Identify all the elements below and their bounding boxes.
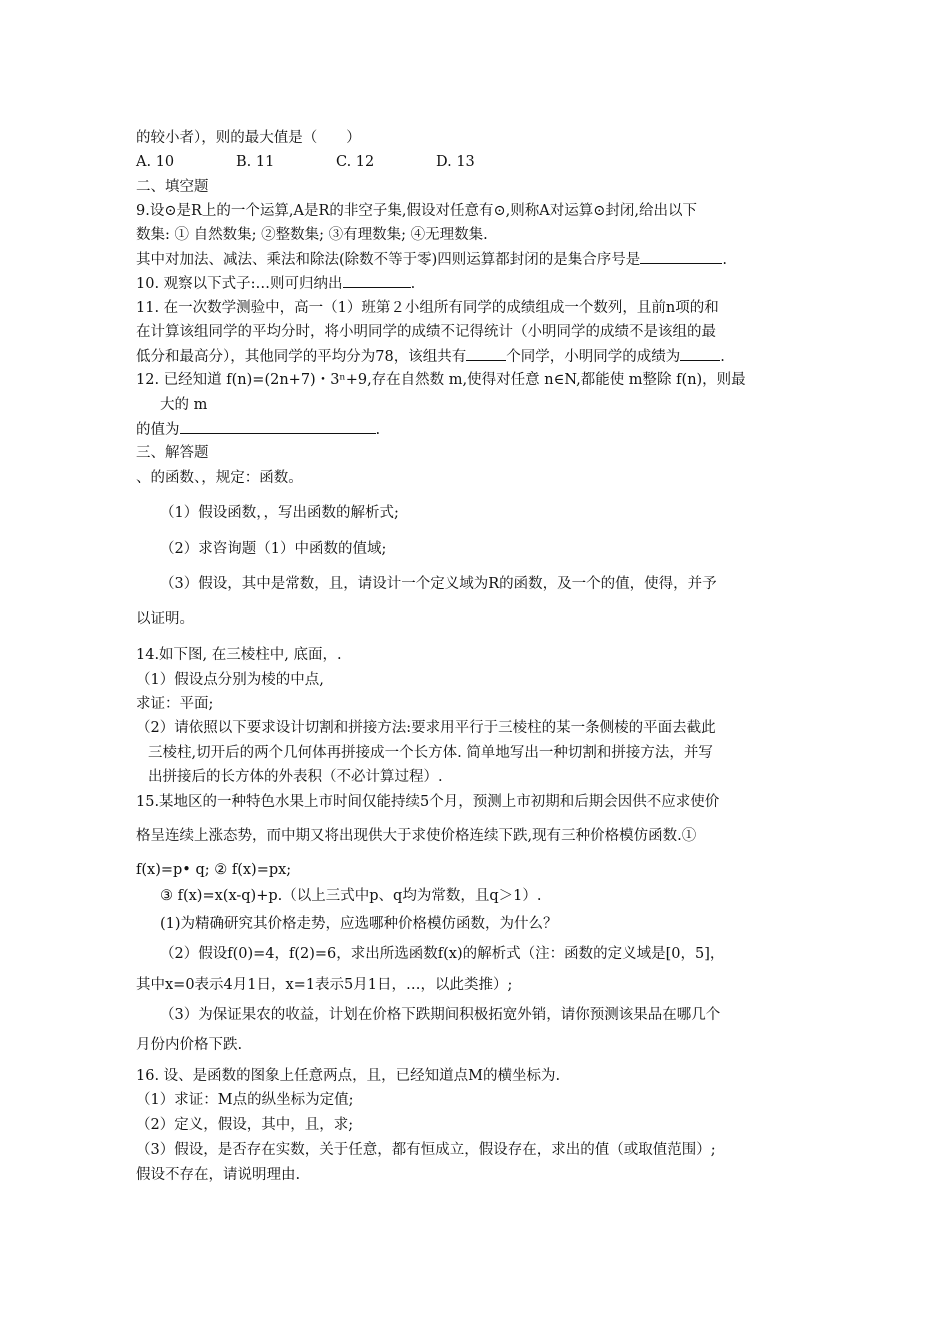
q16-part2: （2）定义，假设，其中，且，求; (136, 1117, 354, 1133)
q15-line1: 15.某地区的一种特色水果上市时间仅能持续5个月，预测上市初期和后期会因供不应求使价 (136, 794, 720, 810)
q8-tail: 的较小者），则的最大值是（ ） (136, 130, 361, 146)
q9-text: 其中对加法、减法、乘法和除法(除数不等于零)四则运算都封闭的是集合序号是 (136, 252, 641, 268)
q10-blank (343, 273, 411, 288)
q12-line2: 大的 m (160, 397, 208, 413)
q11-line3: 低分和最高分），其他同学的平均分为78，该组共有 个同学，小明同学的成绩为 . (136, 346, 725, 367)
q14-part1: （1）假设点分别为棱的中点, (136, 672, 324, 688)
choice-b: B. 11 (236, 154, 275, 170)
q9-line2: 数集: ① 自然数集; ②整数集; ③有理数集; ④无理数集. (136, 227, 488, 243)
q11-blank-1 (466, 346, 506, 361)
q13-part3-cont: 以证明。 (136, 611, 194, 627)
q15-line2: 格呈连续上涨态势，而中期又将出现供大于求使价格连续下跌,现有三种价格模仿函数.① (136, 828, 697, 844)
q10-text: 10. 观察以下式子:…则可归纳出 (136, 276, 343, 292)
choice-a: A. 10 (136, 154, 175, 170)
q11-line1: 11. 在一次数学测验中，高一（1）班第２小组所有同学的成绩组成一个数列，且前n项的和 (136, 300, 719, 316)
q15-part3-line2: 月份内价格下跌. (136, 1037, 243, 1053)
q9-blank (640, 249, 722, 264)
q16-part3-line2: 假设不存在，请说明理由. (136, 1167, 301, 1183)
q15-line4: ③ f(x)=x(x-q)+p.（以上三式中p、q均为常数，且q＞1）. (160, 888, 542, 904)
q11-line2: 在计算该组同学的平均分时，将小明同学的成绩不记得统计（小明同学的成绩不是该组的最 (136, 324, 716, 340)
q15-line3: f(x)=p• q; ② f(x)=px; (136, 862, 292, 878)
q12-blank (180, 419, 376, 434)
q11-text-b: 个同学，小明同学的成绩为 (506, 349, 681, 365)
q14-part2-line1: （2）请依照以下要求设计切割和拼接方法:要求用平行于三棱柱的某一条侧棱的平面去截此 (136, 720, 716, 736)
q15-part2-line2: 其中x=0表示4月1日，x=1表示5月1日，…，以此类推）; (136, 977, 513, 993)
q14-stem: 14.如下图, 在三棱柱中, 底面，. (136, 647, 342, 663)
q8-choices (136, 152, 536, 172)
choice-c: C. 12 (336, 154, 375, 170)
q16-part3-line1: （3）假设，是否存在实数，关于任意，都有恒成立，假设存在，求出的值（或取值范围）; (136, 1142, 716, 1158)
section-fill-in-title: 二、填空题 (136, 179, 209, 195)
q14-part1-proof: 求证：平面; (136, 696, 214, 712)
q16-part1: （1）求证：M点的纵坐标为定值; (136, 1092, 354, 1108)
q14-part2-line2: 三棱柱,切开后的两个几何体再拼接成一个长方体. 简单地写出一种切割和拼接方法，并写 (148, 745, 713, 761)
q12-text: 的值为 (136, 422, 180, 438)
choice-d: D. 13 (436, 154, 475, 170)
q16-stem: 16. 设、是函数的图象上任意两点，且，已经知道点M的横坐标为. (136, 1068, 561, 1084)
q15-part1: (1)为精确研究其价格走势，应选哪种价格模仿函数，为什么？ (160, 916, 558, 932)
q15-part3-line1: （3）为保证果农的收益，计划在价格下跌期间积极拓宽外销，请你预测该果品在哪几个 (160, 1007, 721, 1023)
section-answer-title: 三、解答题 (136, 445, 209, 461)
q13-part1: （1）假设函数，，写出函数的解析式; (160, 505, 399, 521)
q15-part2-line1: （2）假设f(0)=4，f(2)=6，求出所选函数f(x)的解析式（注：函数的定义域是[0，5]， (160, 946, 725, 962)
q9-line3: 其中对加法、减法、乘法和除法(除数不等于零)四则运算都封闭的是集合序号是 . (136, 249, 727, 270)
q10-line: 10. 观察以下式子:…则可归纳出 . (136, 273, 415, 294)
q11-text-a: 低分和最高分），其他同学的平均分为78，该组共有 (136, 349, 467, 365)
q13-part3: （3）假设，其中是常数，且，请设计一个定义域为R的函数，及一个的值，使得，并予 (160, 576, 717, 592)
q12-line3: 的值为 . (136, 419, 380, 440)
q11-blank-2 (680, 346, 720, 361)
q14-part2-line3: 出拼接后的长方体的外表积（不必计算过程）. (148, 769, 443, 785)
q9-line1: 9.设⊙是R上的一个运算,A是R的非空子集,假设对任意有⊙,则称A对运算⊙封闭,给出以下 (136, 203, 697, 219)
q13-part2: （2）求咨询题（1）中函数的值域; (160, 541, 387, 557)
q12-line1: 12. 已经知道 f(n)=(2n+7)・3ⁿ+9,存在自然数 m,使得对任意 n∈N,都能使 m整除 f(n)，则最 (136, 372, 746, 388)
q13-stem: 、的函数、，规定：函数。 (136, 470, 303, 486)
